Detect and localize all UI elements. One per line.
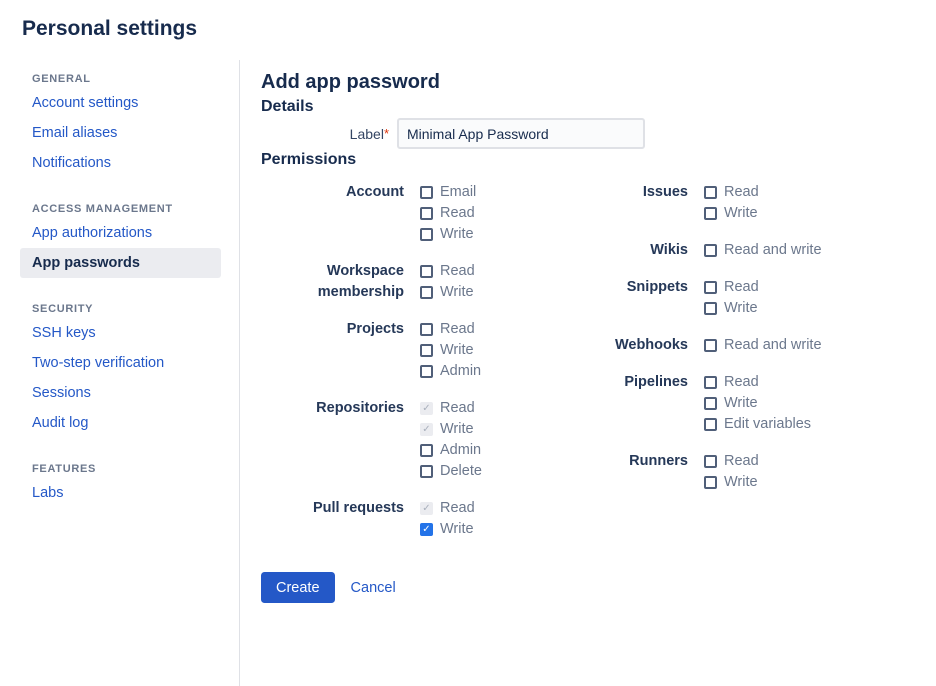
checkbox-repositories-read: ✓	[420, 402, 433, 415]
permission-option-pipelines-write	[704, 393, 811, 414]
checkbox-label: Read	[440, 400, 475, 416]
permission-option-repositories-admin	[420, 440, 482, 461]
permission-group-wikis	[545, 240, 829, 261]
sidebar-heading-general: GENERAL	[32, 73, 91, 85]
checkbox-account-write[interactable]	[420, 228, 433, 241]
checkbox-issues-write[interactable]	[704, 207, 717, 220]
checkbox-workspace-membership-write[interactable]	[420, 286, 433, 299]
checkbox-repositories-write: ✓	[420, 423, 433, 436]
sidebar-item-ssh-keys[interactable]: SSH keys	[32, 325, 96, 341]
permission-group-label: Projects	[346, 321, 404, 337]
checkbox-label: Write	[440, 342, 474, 358]
checkbox-label: Read	[724, 453, 759, 469]
permission-group-label: Snippets	[626, 279, 688, 295]
permission-option-repositories-read	[420, 398, 482, 419]
checkbox-pipelines-edit-variables[interactable]	[704, 418, 717, 431]
required-marker: *	[383, 125, 389, 141]
page-title: Personal settings	[22, 17, 198, 40]
permission-option-wikis-read-and-write	[704, 240, 822, 261]
permissions-column-right	[545, 182, 829, 556]
details-heading: Details	[261, 98, 314, 115]
permission-options	[420, 319, 481, 382]
permissions-column-left	[261, 182, 545, 556]
sidebar-item-app-passwords[interactable]: App passwords	[20, 248, 221, 278]
checkbox-label: Write	[724, 474, 758, 490]
permission-option-repositories-delete	[420, 461, 482, 482]
checkbox-label: Write	[724, 205, 758, 221]
permission-options	[704, 451, 759, 493]
sidebar	[0, 60, 240, 686]
checkbox-issues-read[interactable]	[704, 186, 717, 199]
permission-group-label: Account	[346, 184, 404, 200]
checkbox-workspace-membership-read[interactable]	[420, 265, 433, 278]
sidebar-item-sessions[interactable]: Sessions	[32, 385, 91, 401]
checkbox-label: Write	[724, 395, 758, 411]
sidebar-heading-security: SECURITY	[32, 303, 94, 315]
permission-option-snippets-write	[704, 298, 759, 319]
permission-options	[704, 277, 759, 319]
checkbox-repositories-delete[interactable]	[420, 465, 433, 478]
checkbox-label: Read and write	[724, 242, 822, 258]
permission-option-projects-read	[420, 319, 481, 340]
checkbox-webhooks-read-and-write[interactable]	[704, 339, 717, 352]
checkbox-wikis-read-and-write[interactable]	[704, 244, 717, 257]
permission-group-label: Workspace membership	[317, 263, 404, 300]
sidebar-item-account-settings[interactable]: Account settings	[32, 95, 139, 111]
checkbox-label: Read	[440, 500, 475, 516]
permission-option-runners-write	[704, 472, 759, 493]
permission-group-webhooks	[545, 335, 829, 356]
permission-options	[704, 335, 822, 356]
checkbox-pipelines-read[interactable]	[704, 376, 717, 389]
checkbox-label: Read	[440, 263, 475, 279]
checkbox-label: Admin	[440, 442, 482, 458]
sidebar-nav	[0, 60, 239, 508]
permission-group-workspace-membership	[261, 261, 545, 303]
checkbox-label: Read	[440, 205, 475, 221]
sidebar-item-notifications[interactable]: Notifications	[32, 155, 111, 171]
sidebar-item-audit-log[interactable]: Audit log	[32, 415, 89, 431]
permission-options	[420, 261, 475, 303]
permission-option-snippets-read	[704, 277, 759, 298]
permission-option-projects-admin	[420, 361, 481, 382]
checkbox-projects-admin[interactable]	[420, 365, 433, 378]
checkbox-label: Email	[440, 184, 477, 200]
checkbox-account-read[interactable]	[420, 207, 433, 220]
create-button[interactable]: Create	[261, 572, 335, 603]
checkbox-label: Write	[440, 521, 474, 537]
cancel-link[interactable]: Cancel	[350, 579, 396, 596]
permissions-heading: Permissions	[261, 151, 357, 168]
label-field-label: Label*	[349, 125, 389, 142]
permission-option-issues-read	[704, 182, 759, 203]
permission-option-pipelines-edit-variables	[704, 414, 811, 435]
checkbox-pipelines-write[interactable]	[704, 397, 717, 410]
permission-group-repositories	[261, 398, 545, 482]
permission-options	[420, 498, 475, 540]
permission-group-runners	[545, 451, 829, 493]
checkbox-label: Write	[440, 284, 474, 300]
main-content	[240, 60, 936, 686]
permission-group-account	[261, 182, 545, 245]
checkbox-label: Read and write	[724, 337, 822, 353]
permission-group-issues	[545, 182, 829, 224]
permission-options	[704, 240, 822, 261]
sidebar-heading-access-management: ACCESS MANAGEMENT	[32, 203, 173, 215]
permission-group-label: Wikis	[650, 242, 688, 258]
checkbox-label: Admin	[440, 363, 482, 379]
permission-options	[420, 182, 476, 245]
permission-option-pipelines-read	[704, 372, 811, 393]
form-title: Add app password	[261, 71, 440, 93]
permission-option-repositories-write	[420, 419, 482, 440]
checkbox-snippets-write[interactable]	[704, 302, 717, 315]
checkbox-label: Read	[724, 279, 759, 295]
permission-option-webhooks-read-and-write	[704, 335, 822, 356]
checkbox-label: Write	[724, 300, 758, 316]
checkbox-projects-write[interactable]	[420, 344, 433, 357]
checkbox-label: Read	[440, 321, 475, 337]
sidebar-item-labs[interactable]: Labs	[32, 485, 64, 501]
permission-option-runners-read	[704, 451, 759, 472]
permission-options	[420, 398, 482, 482]
checkbox-label: Delete	[440, 463, 482, 479]
permission-option-account-write	[420, 224, 476, 245]
checkbox-pull-requests-read: ✓	[420, 502, 433, 515]
checkbox-label: Edit variables	[724, 416, 812, 432]
permissions-columns	[261, 182, 906, 556]
permission-option-pull-requests-read	[420, 498, 475, 519]
permission-group-label: Pull requests	[312, 500, 404, 516]
checkbox-runners-write[interactable]	[704, 476, 717, 489]
permission-option-issues-write	[704, 203, 759, 224]
sidebar-heading-features: FEATURES	[32, 463, 97, 475]
permission-group-label: Repositories	[316, 400, 404, 416]
permission-option-projects-write	[420, 340, 481, 361]
permission-option-pull-requests-write	[420, 519, 475, 540]
permission-group-projects	[261, 319, 545, 382]
label-input[interactable]	[397, 118, 645, 149]
checkbox-label: Read	[724, 184, 759, 200]
sidebar-item-app-authorizations[interactable]: App authorizations	[32, 225, 153, 241]
permission-options	[704, 372, 811, 435]
checkbox-snippets-read[interactable]	[704, 281, 717, 294]
permission-options	[704, 182, 759, 224]
permission-group-label: Webhooks	[614, 337, 688, 353]
permission-group-pipelines	[545, 372, 829, 435]
checkbox-label: Write	[440, 421, 474, 437]
form-actions	[261, 572, 906, 603]
permission-group-label: Issues	[642, 184, 688, 200]
checkbox-label: Write	[440, 226, 474, 242]
checkbox-account-email[interactable]	[420, 186, 433, 199]
permission-group-label: Runners	[629, 453, 688, 469]
checkbox-pull-requests-write[interactable]: ✓	[420, 523, 433, 536]
permission-group-label: Pipelines	[624, 374, 688, 390]
permission-group-snippets	[545, 277, 829, 319]
page-header	[0, 0, 936, 60]
checkbox-projects-read[interactable]	[420, 323, 433, 336]
permission-option-account-email	[420, 182, 476, 203]
layout	[0, 60, 936, 686]
sidebar-item-email-aliases[interactable]: Email aliases	[32, 125, 118, 141]
checkbox-repositories-admin[interactable]	[420, 444, 433, 457]
label-form-row	[261, 118, 906, 149]
checkbox-runners-read[interactable]	[704, 455, 717, 468]
checkbox-label: Read	[724, 374, 759, 390]
permission-option-workspace-membership-write	[420, 282, 475, 303]
sidebar-item-two-step-verification[interactable]: Two-step verification	[32, 355, 165, 371]
permission-option-account-read	[420, 203, 476, 224]
permission-option-workspace-membership-read	[420, 261, 475, 282]
permission-group-pull-requests	[261, 498, 545, 540]
